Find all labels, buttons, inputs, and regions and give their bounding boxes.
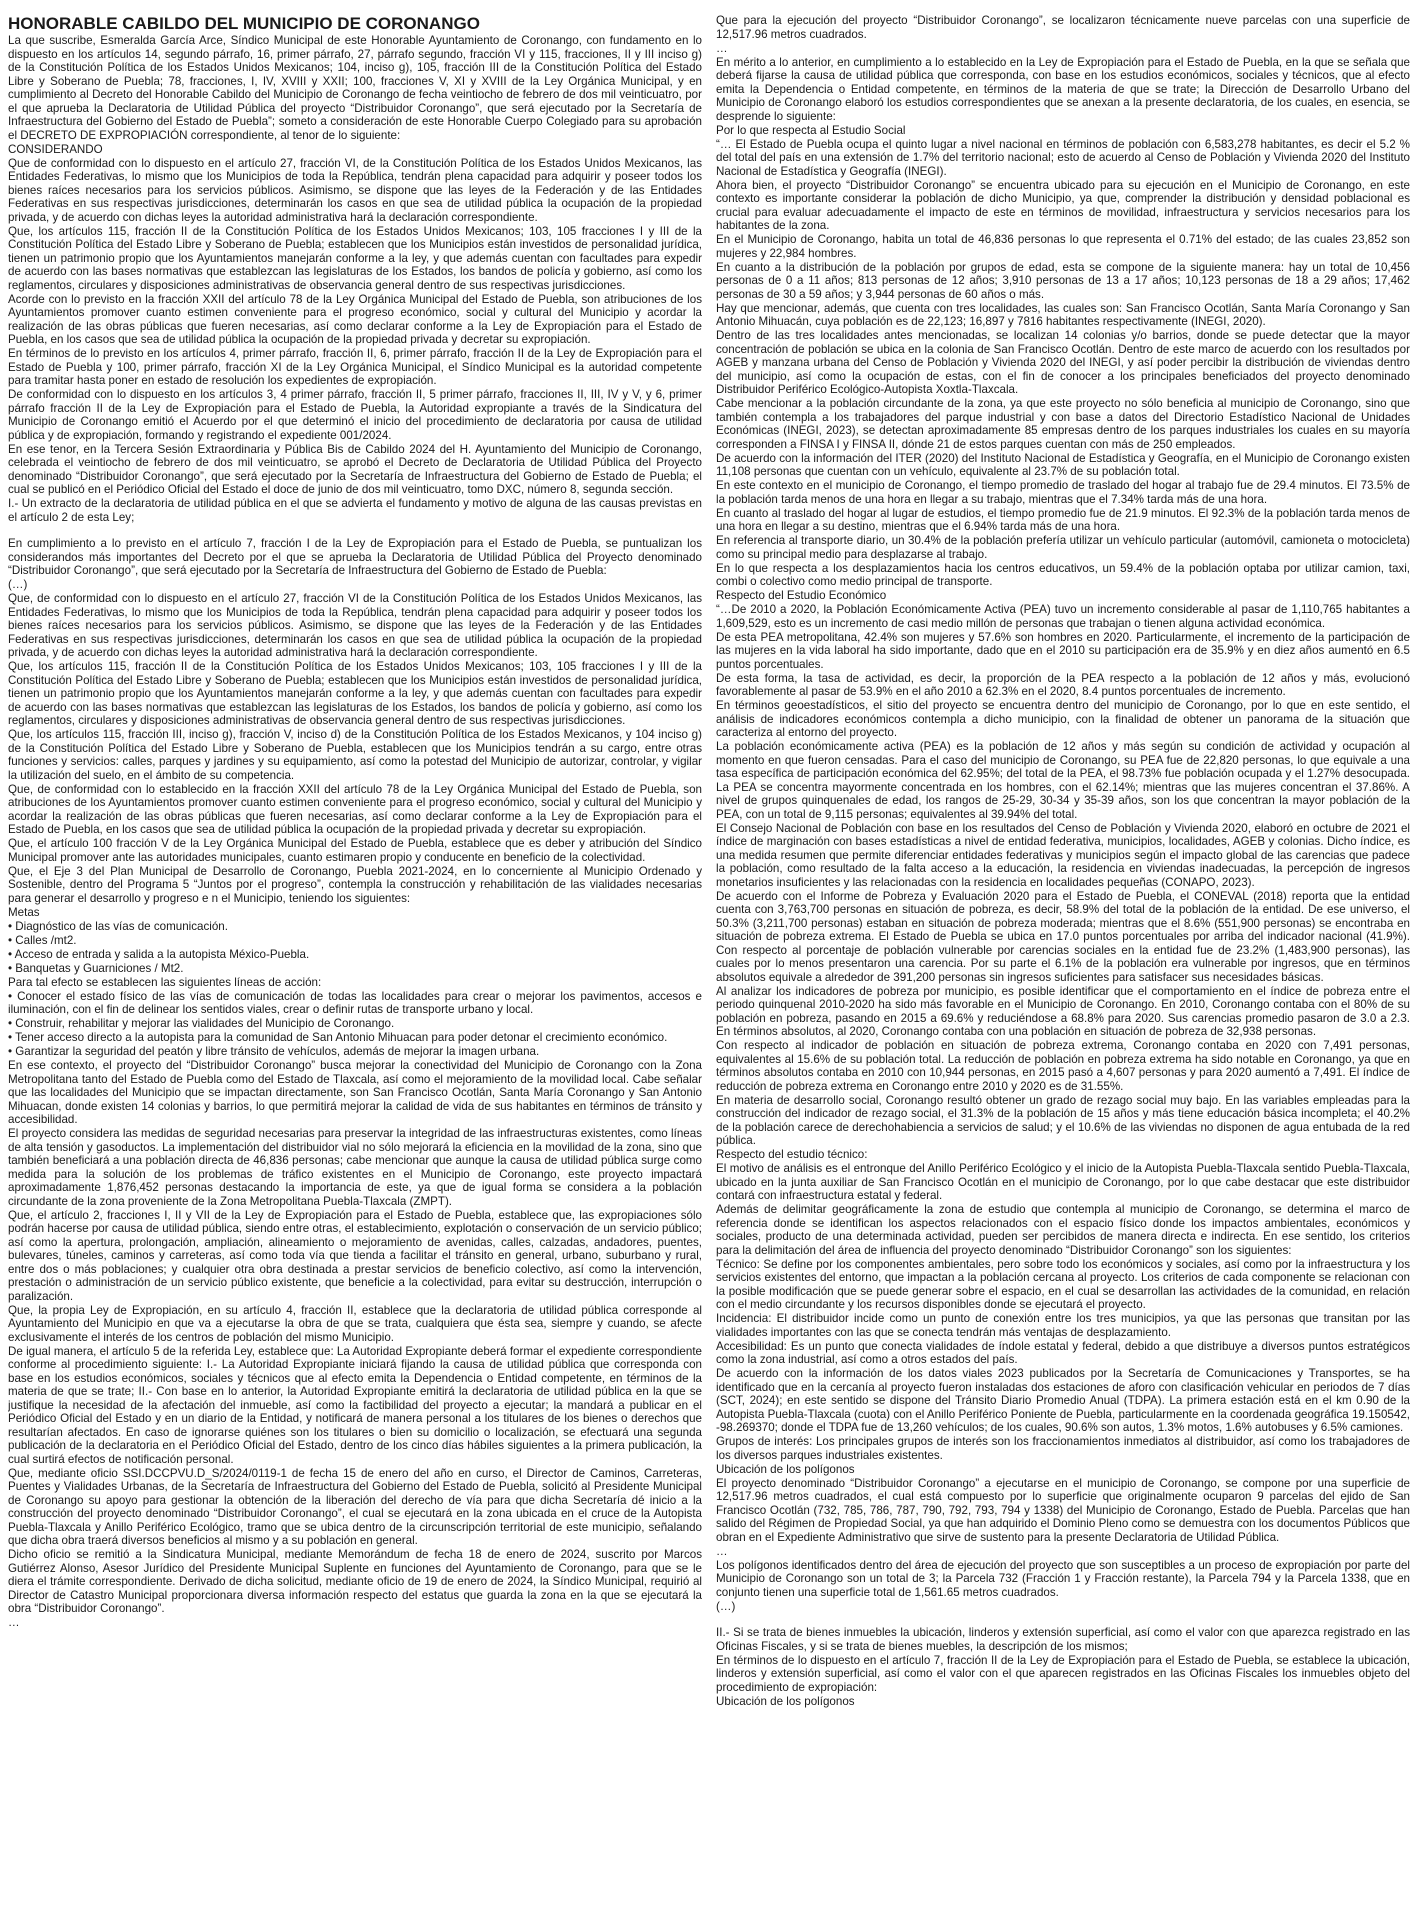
right-column [716,14,1410,1904]
paragraph: Grupos de interés: Los principales grupos de interés son los fraccionamientos inmediatos al distribuidor, así como los trabajadores de los diversos parques industriales existentes. [716,1435,1410,1462]
paragraph: II.- Si se trata de bienes inmuebles la ubicación, linderos y extensión superficial, así como el valor con que aparezca registrado en las Oficinas Fiscales, y si se trata de bienes muebles, la descripción de los mismos; [716,1626,1410,1653]
paragraph: I.- Un extracto de la declaratoria de utilidad pública en el que se advierta el fundamento y motivo de alguna de las causas previstas en el artículo 2 de esta Ley; [8,497,702,524]
paragraph: De acuerdo con el Informe de Pobreza y Evaluación 2020 para el Estado de Puebla, el CONEVAL (2018) reporta que la entidad cuenta con 3,763,700 personas en situación de pobreza, es decir, 58.9% del total de la población de la entidad. De ese universo, el 50.3% (3,211,700 personas) estaban en situación de pobreza moderada; mientras que el 8.6% (551,900 personas) se encontraba en situación de pobreza extrema. El Estado de Puebla se ubica en 17.0 puntos porcentuales por arriba del indicador nacional (41.9%). Con respecto al porcentaje de población vulnerable por carencias sociales en la entidad fue de 23.2% (1,483,900 personas), las cuales por lo menos presentaron una carencia. Por su parte el 6.1% de la población era vulnerable por ingresos, que en términos absolutos equivale a alrededor de 391,200 personas sin ingresos suficientes para satisfacer sus necesidades básicas. [716,889,1410,984]
paragraph: Que, el Eje 3 del Plan Municipal de Desarrollo de Coronango, Puebla 2021-2024, en lo concerniente al Municipio Ordenado y Sostenible, dentro del Programa 5 “Juntos por el progreso”, contempla la construcción y rehabilitación de las vialidades necesarias para generar el desarrollo y progreso e n el Municipio, teniendo los siguientes: [8,864,702,905]
paragraph: Ahora bien, el proyecto “Distribuidor Coronango” se encuentra ubicado para su ejecución en el Municipio de Coronango, en este contexto es importante considerar la población de dicho Municipio, ya que, comprender la distribución y densidad poblacional es crucial para evaluar adecuadamente el impacto de este en términos de movilidad, infraestructura y servicios necesarios para los habitantes de la zona. [716,178,1410,232]
paragraph: Acorde con lo previsto en la fracción XXII del artículo 78 de la Ley Orgánica Municipal del Estado de Puebla, son atribuciones de los Ayuntamientos promover cuanto estimen conveniente para el progreso económico, social y cultural del Municipio y acordar la realización de las obras públicas que fueren necesarias, así como declarar conforme a la Ley de Expropiación para el Estado de Puebla, en los casos que sea de utilidad pública la ocupación de la propiedad privada y decretar su expropiación. [8,292,702,346]
paragraph: En cuanto al traslado del hogar al lugar de estudios, el tiempo promedio fue de 21.9 minutos. El 92.3% de la población tarda menos de una hora en llegar a su destino, mientras que el 6.94% tarda más de una hora. [716,506,1410,533]
paragraph: En cumplimiento a lo previsto en el artículo 7, fracción I de la Ley de Expropiación para el Estado de Puebla, se puntualizan los considerandos más importantes del Decreto por el que se aprueba la Declaratoria de Utilidad Pública del Proyecto denominado “Distribuidor Coronango”, que será ejecutado por la Secretaría de Infraestructura del Gobierno de Estado de Puebla: [8,537,702,577]
list-line: • Garantizar la seguridad del peatón y libre tránsito de vehículos, además de mejorar la imagen urbana. [8,1045,540,1058]
paragraph: En mérito a lo anterior, en cumplimiento a lo establecido en la Ley de Expropiación para el Estado de Puebla, en la que se señala que deberá fijarse la causa de utilidad pública que corresponda, con base en los estudios económicos, sociales y técnicos, que al efecto emita la Dependencia o Entidad competente, en términos de la materia de que se trate; la Dirección de Desarrollo Urbano del Municipio de Coronango elaboró los estudios correspondientes que se anexan a la presente declaratoria, de los cuales, en esencia, se desprende lo siguiente: [716,55,1410,123]
paragraph: Que, el artículo 100 fracción V de la Ley Orgánica Municipal del Estado de Puebla, establece que es deber y atribución del Síndico Municipal promover ante las autoridades municipales, cuanto estimaren propio y conducente en beneficio de la colectividad. [8,837,702,864]
paragraph: La población económicamente activa (PEA) es la población de 12 años y más según su condición de actividad y ocupación al momento en que fueron censadas. Para el caso del municipio de Coronango, su PEA fue de 22,820 personas, lo que equivale a una tasa específica de participación económica del 62.95%; del total de la PEA, el 98.73% fue población ocupada y el 1.27% desocupada. La PEA se concentra mayormente concentrada en los hombres, con el 62.14%; mientras que las mujeres concentran el 37.86%. A nivel de grupos quinquenales de edad, los rangos de 25-29, 30-34 y 35-39 años, son los que concentran la mayor población de la PEA, con un total de 9,115 personas; equivalentes al 39.94% del total. [716,740,1410,821]
paragraph: Que, los artículos 115, fracción II de la Constitución Política de los Estados Unidos Mexicanos; 103, 105 fracciones I y III de la Constitución Política del Estado Libre y Soberano de Puebla; establecen que los Municipios están investidos de personalidad jurídica, tienen un patrimonio propio que los Ayuntamientos manejarán conforme a la ley, y que además cuentan con facultades para expedir de acuerdo con las bases normativas que establezcan las legislaturas de los Estados, los bandos de policía y gobierno, así como los reglamentos, circulares y disposiciones administrativas de observancia general dentro de sus respectivas jurisdicciones. [8,660,702,727]
paragraph: En cuanto a la distribución de la población por grupos de edad, esta se compone de la siguiente manera: hay un total de 10,456 personas de 0 a 11 años; 813 personas de 12 años; 3,910 personas de 13 a 17 años; 10,123 personas de 18 a 29 años; 17,462 personas de 30 a 59 años; y 3,944 personas de 60 años o más. [716,260,1410,301]
paragraph: El proyecto considera las medidas de seguridad necesarias para preservar la integridad de las infraestructuras existentes, como líneas de alta tensión y gasoductos. La implementación del distribuidor vial no sólo mejorará la eficiencia en la movilidad de la zona, sino que también beneficiará a una población directa de 46,836 personas; cabe mencionar que aunque la causa de utilidad pública surge como medida para la solución de los problemas de tráfico existentes en el Municipio de Coronango, este proyecto impactará aproximadamente 1,876,452 personas destacando la importancia de este, ya que de igual forma se considera a la población circundante de la zona proveniente de la Zona Metropolitana Puebla-Tlaxcala (ZMPT). [8,1127,702,1208]
list-line: Ubicación de los polígonos [716,1462,855,1476]
paragraph: Que, los artículos 115, fracción III, inciso g), fracción V, inciso d) de la Constitución Política de los Estados Mexicanos, y 104 inciso g) de la Constitución Política del Estado Libre y Soberano de Puebla, establecen que los Municipios tendrán a su cargo, entre otras funciones y servicios: calles, parques y jardines y su equipamiento, así como la potestad del Municipio de autorizar, controlar, y vigilar la utilización del suelo, en el ámbito de su competencia. [8,728,702,782]
paragraph: Que, de conformidad con lo establecido en la fracción XXII del artículo 78 de la Ley Orgánica Municipal del Estado de Puebla, son atribuciones de los Ayuntamientos promover cuanto estimen conveniente para el progreso económico, social y cultural del Municipio y acordar la realización de las obras públicas que fueren necesarias, así como declarar conforme a la Ley de Expropiación para el Estado de Puebla, en los casos que sea de utilidad pública la ocupación de la propiedad privada y decretar su expropiación. [8,782,702,836]
list-line: • Acceso de entrada y salida a la autopista México-Puebla. [8,947,310,961]
paragraph: Que, los artículos 115, fracción II de la Constitución Política de los Estados Unidos Mexicanos; 103, 105 fracciones I y III de la Constitución Política del Estado Libre y Soberano de Puebla; establecen que los Municipios están investidos de personalidad jurídica, tienen un patrimonio propio que los Ayuntamientos manejarán conforme a la ley, y que además cuentan con facultades para expedir de acuerdo con las bases normativas que establezcan las legislaturas de los Estados, los bandos de policía y gobierno, así como los reglamentos, circulares y disposiciones administrativas de observancia general dentro de sus respectivas jurisdicciones. [8,224,702,292]
paragraph: “…De 2010 a 2020, la Población Económicamente Activa (PEA) tuvo un incremento considerable al pasar de 1,110,765 habitantes a 1,609,529, esto es un incremento de casi medio millón de personas que trabajan o tienen alguna actividad económica. [716,603,1410,630]
paragraph: Que, mediante oficio SSI.DCCPVU.D_S/2024/0119-1 de fecha 15 de enero del año en curso, el Director de Caminos, Carreteras, Puentes y Vialidades Urbanas, de la Secretaría de Infraestructura del Gobierno del Estado de Puebla, solicitó al Presidente Municipal de Coronango su apoyo para gestionar la obtención de la liberación del derecho de vía para que dicha Secretaría dé inicio a la construcción del proyecto denominado “Distribuidor Coronango”, el cual se ejecutará en la zona ubicada en el cruce de la Autopista Puebla-Tlaxcala y Anillo Periférico Ecológico, tramo que se ubica dentro de la circunscripción territorial de este municipio, señalando que dicha obra traerá diversos beneficios al mismo y a su población en general. [8,1466,702,1547]
paragraph: Además de delimitar geográficamente la zona de estudio que contempla al municipio de Coronango, se determina el marco de referencia donde se identifican los aspectos relacionados con el espacio físico donde los impactos ambientales, económicos y sociales, producto de una determinada actividad, pueden ser percibidos de manera directa e indirecta. En ese sentido, los criterios para la delimitación del área de influencia del proyecto denominado “Distribuidor Coronango” son los siguientes: [716,1203,1410,1257]
paragraph: Dicho oficio se remitió a la Sindicatura Municipal, mediante Memorándum de fecha 18 de enero de 2024, suscrito por Marcos Gutiérrez Alonso, Asesor Jurídico del Presidente Municipal Suplente en funciones del Ayuntamiento de Coronango, para que se le diera el trámite correspondiente. Derivado de dicha solicitud, mediante oficio de 19 de enero de 2024, la Síndico Municipal, requirió al Director de Catastro Municipal proporcionara diversa información respecto del estatus que guarda la zona en la que se ejecutará la obra “Distribuidor Coronango”. [8,1548,702,1615]
paragraph: En lo que respecta a los desplazamientos hacia los centros educativos, un 59.4% de la población optaba por utilizar camion, taxi, combi o colectivo como medio principal de transporte. [716,561,1410,588]
paragraph: Cabe mencionar a la población circundante de la zona, ya que este proyecto no sólo beneficia al municipio de Coronango, sino que también contempla a los trabajadores del parque industrial y con base a datos del Directorio Estadístico Nacional de Unidades Económicas (INEGI, 2023), se detectan aproximadamente 85 empresas dentro de los parques industriales los cuales en su mayoría corresponden a FINSA I y FINSA II, dónde 21 de estos parques cuentan con más de 250 empleados. [716,397,1410,451]
paragraph: Los polígonos identificados dentro del área de ejecución del proyecto que son susceptibles a un proceso de expropiación por parte del Municipio de Coronango son un total de 3; la Parcela 732 (Fracción 1 y Fracción restante), la Parcela 794 y la Parcela 1338, que en conjunto tienen una superficie total de 1,561.65 metros cuadrados. [716,1558,1410,1599]
paragraph: • Tener acceso directo a la autopista para la comunidad de San Antonio Mihuacan para poder detonar el crecimiento económico. [8,1031,668,1044]
list-line: Respecto del estudio técnico: [716,1148,868,1161]
omission-marker: (…) [716,1599,736,1613]
omission-marker: … [716,1544,728,1558]
paragraph: De esta PEA metropolitana, 42.4% son mujeres y 57.6% son hombres en 2020. Particularmente, el incremento de la participación de las mujeres en la vida laboral ha sido importante, dado que en el 2010 su participación era de 35.9% y en diez años aumentó en 6.5 puntos porcentuales. [716,630,1410,671]
paragraph: Incidencia: El distribuidor incide como un punto de conexión entre los tres municipios, ya que las personas que transitan por las vialidades importantes con las que se conecta tendrán más ventajas de desplazamiento. [716,1312,1410,1339]
paragraph: En materia de desarrollo social, Coronango resultó obtener un grado de rezago social muy bajo. En las variables empleadas para la construcción del indicador de rezago social, el 31.3% de la población de 15 años y más tiene educación básica incompleta; el 40.2% de la población carece de derechohabiencia a servicios de salud; y el 10.6% de las viviendas no disponen de agua entubada de la red pública. [716,1093,1410,1147]
document-title: HONORABLE CABILDO DEL MUNICIPIO DE CORONANGO [8,14,480,33]
list-line: Respecto del Estudio Económico [716,589,887,602]
paragraph: De esta forma, la tasa de actividad, es decir, la proporción de la PEA respecto a la población de 12 años y más, evolucionó favorablemente al pasar de 53.9% en el año 2010 a 62.3% en el 2020, 8.4 puntos porcentuales de incremento. [716,671,1410,698]
list-line: • Calles /mt2. [8,933,77,947]
paragraph: En este contexto en el municipio de Coronango, el tiempo promedio de traslado del hogar al trabajo fue de 29.4 minutos. El 73.5% de la población tarda menos de una hora en llegar a su trabajo, mientras que el 7.34% tarda más de una hora. [716,479,1410,506]
paragraph: En el Municipio de Coronango, habita un total de 46,836 personas lo que representa el 0.71% del estado; de las cuales 23,852 son mujeres y 22,984 hombres. [716,233,1410,260]
paragraph: De acuerdo con la información de los datos viales 2023 publicados por la Secretaría de Comunicaciones y Transportes, se ha identificado que en la cercanía al proyecto fueron instaladas dos estaciones de aforo con clasificación vehicular en periodos de 7 días (SCT, 2024); en este sentido se dispone del Tránsito Diario Promedio Anual (TDPA). La primera estación está en el km 0.90 de la Autopista Puebla-Tlaxcala (cuota) con el Anillo Periférico Poniente de Puebla, particularmente en la coordenada geográfica 19.150542, -98.269370; donde el TDPA fue de 13,260 vehículos; de los cuales, 90.6% son autos, 1.3% motos, 1.6% autobuses y 6.5% camiones. [716,1367,1410,1434]
omission-marker: … [8,1616,20,1629]
paragraph: El motivo de análisis es el entronque del Anillo Periférico Ecológico y el inicio de la Autopista Puebla-Tlaxcala sentido Puebla-Tlaxcala, ubicado en la junta auxiliar de San Francisco Ocotlán en el municipio de Coronango, por lo que cabe destacar que este distribuidor contará con infraestructura estatal y federal. [716,1162,1410,1202]
paragraph: En términos de lo previsto en los artículos 4, primer párrafo, fracción II, 6, primer párrafo, fracción II de la Ley de Expropiación para el Estado de Puebla y 100, primer párrafo, fracción XI de la Ley Orgánica Municipal, el Síndico Municipal es la autoridad competente para tramitar hasta poner en estado de resolución los expedientes de expropiación. [8,347,702,387]
paragraph: Que, la propia Ley de Expropiación, en su artículo 4, fracción II, establece que la declaratoria de utilidad pública corresponde al Ayuntamiento del Municipio en que va a ejecutarse la obra de que se trata, cualquiera que ésta sea, siempre y cuando, se afecte exclusivamente el interés de los centros de población del mismo Municipio. [8,1303,702,1344]
list-line: • Construir, rehabilitar y mejorar las vialidades del Municipio de Coronango. [8,1017,395,1030]
omission-marker: (…) [8,578,28,591]
paragraph: De conformidad con lo dispuesto en los artículos 3, 4 primer párrafo, fracción II, 5 primer párrafo, fracciones II, III, IV y V, y 6, primer párrafo fracción II de la Ley de Expropiación para el Estado de Puebla, la Autoridad expropiante a través de la Sindicatura del Municipio de Coronango emitió el Acuerdo por el que determinó el inicio del procedimiento de declaratoria por causa de utilidad pública y de expropiación, formando y registrando el expediente 001/2024. [8,388,702,442]
paragraph: Hay que mencionar, además, que cuenta con tres localidades, las cuales son: San Francisco Ocotlán, Santa María Coronango y San Antonio Mihuacán, cuya población es de 22,123; 16,897 y 7816 habitantes respectivamente (INEGI, 2020). [716,301,1410,328]
omission-marker: … [716,41,728,55]
paragraph: Que, el artículo 2, fracciones I, II y VII de la Ley de Expropiación para el Estado de Puebla, establece que, las expropiaciones sólo podrán hacerse por causa de utilidad pública, siendo entre otras, el establecimiento, explotación o conservación de un servicio público; así como la apertura, prolongación, ampliación, alineamiento o mejoramiento de avenidas, calles, calzadas, andadores, puentes, bulevares, túneles, caminos y carreteras, así como toda vía que tienda a facilitar el tránsito en general, urbano, suburbano y rural, entre dos o más poblaciones; y cualquier otra obra destinada a prestar servicios de beneficio colectivo, así como la intervención, prestación o administración de un servicio público existente, que beneficie a la colectividad, para evitar su destrucción, interrupción o paralización. [8,1208,702,1303]
paragraph: En referencia al transporte diario, un 30.4% de la población prefería utilizar un vehículo particular (automóvil, camioneta o motocicleta) como su principal medio para desplazarse al trabajo. [716,534,1410,561]
paragraph: Técnico: Se define por los componentes ambientales, pero sobre todo los económicos y sociales, así como por la infraestructura y los servicios existentes del entorno, que impactan a la población cercana al proyecto. Los criterios de cada componente se relacionan con la posible modificación que se puede generar sobre el espacio, en el cual se desarrollan las actividades de la comunidad, en relación con el medio circundante y los recursos disponibles donde se ejecutará el proyecto. [716,1257,1410,1311]
paragraph: Dentro de las tres localidades antes mencionadas, se localizan 14 colonias y/o barrios, donde se puede detectar que la mayor concentración de población se ubica en la colonia de San Francisco Ocotlán. Dentro de este marco de acuerdo con los resultados por AGEB y manzana urbana del Censo de Población y Vivienda 2020 del INEGI, y así poder percibir la distribución de viviendas dentro del municipio, así como la ocupación de estas, con el fin de conocer a los principales beneficiados del proyecto denominado Distribuidor Periférico Ecológico-Autopista Xoxtla-Tlaxcala. [716,329,1410,396]
list-line: Ubicación de los polígonos [716,1694,855,1708]
paragraph: En ese tenor, en la Tercera Sesión Extraordinaria y Pública Bis de Cabildo 2024 del H. Ayuntamiento del Municipio de Coronango, celebrada el veintiocho de febrero de dos mil veinticuatro, se aprobó el Decreto de Declaratoria de Utilidad Pública del Proyecto denominado “Distribuidor Coronango”, que será ejecutado por la Secretaría de Infraestructura del Gobierno de Estado de Puebla; el cual se publicó en el Periódico Oficial del Estado el doce de junio de dos mil veinticuatro, tomo DXC, número 8, segunda sección. [8,442,702,496]
paragraph: “… El Estado de Puebla ocupa el quinto lugar a nivel nacional en términos de población con 6,583,278 habitantes, es decir el 5.2 % del total del país en una extensión de 1.7% del territorio nacional; esto de acuerdo al Censo de Población y Vivienda 2020 del Instituto Nacional de Estadística y Geografía (INEGI). [716,137,1410,178]
paragraph: De acuerdo con la información del ITER (2020) del Instituto Nacional de Estadística y Geografía, en el Municipio de Coronango existen 11,108 personas que cuentan con un vehículo, equivalente al 23.7% de su población total. [716,451,1410,478]
paragraph: Al analizar los indicadores de pobreza por municipio, es posible identificar que el comportamiento en el índice de pobreza entre el periodo quinquenal 2010-2020 ha sido más favorable en el Municipio de Coronango. En 2010, Coronango contaba con el 80% de su población en pobreza, pasando en 2015 a 69.6% y reduciéndose a 68.8% para 2020. Sus carencias promedio pasaron de 3.0 a 2.3. En términos absolutos, al 2020, Coronango contaba con una población en situación de pobreza de 32,938 personas. [716,984,1410,1038]
list-line: Metas [8,905,40,919]
paragraph: En ese contexto, el proyecto del “Distribuidor Coronango” busca mejorar la conectividad del Municipio de Coronango con la Zona Metropolitana tanto del Estado de Puebla como del Estado de Tlaxcala, así como el mejoramiento de la movilidad local. Cabe señalar que las localidades del Municipio que se impactan directamente, son San Francisco Ocotlán, Santa María Coronango y San Antonio Mihuacan, donde existen 14 colonias y barrios, lo que permitirá mejorar la calidad de vida de sus habitantes en términos de tránsito y accesibilidad. [8,1059,702,1126]
paragraph: En términos geoestadísticos, el sitio del proyecto se encuentra dentro del municipio de Coronango, por lo que en este sentido, el análisis de indicadores económicos contempla a dicho municipio, con la finalidad de obtener un panorama de la situación que caracteriza al entorno del proyecto. [716,699,1410,739]
paragraph: Accesibilidad: Es un punto que conecta vialidades de índole estatal y federal, debido a que distribuye a diversos puntos estratégicos como la zona industrial, así como a otros estados del país. [716,1339,1410,1366]
paragraph: En términos de lo dispuesto en el artículo 7, fracción II de la Ley de Expropiación para el Estado de Puebla, se establece la ubicación, linderos y extensión superficial, así como el valor con el que aparecen registrados en las Oficinas Fiscales los inmuebles objeto del procedimiento de expropiación: [716,1653,1410,1694]
section-heading: CONSIDERANDO [8,142,103,156]
paragraph: De igual manera, el artículo 5 de la referida Ley, establece que: La Autoridad Expropiante deberá formar el expediente correspondiente conforme al procedimiento siguiente: I.- La Autoridad Expropiante iniciará fijando la causa de utilidad pública que corresponda con base en los estudios económicos, sociales y técnicos que al efecto emita la Dependencia o Entidad competente, en términos de la materia de que se trate; II.- Con base en lo anterior, la Autoridad Expropiante emitirá la declaratoria de utilidad pública en la que se justifique la necesidad de la afectación del inmueble, así como la factibilidad del proyecto a ejecutar; la mandará a publicar en el Periódico Oficial del Estado y en un diario de la Entidad, y notificará de manera personal a los titulares de los bienes o derechos que resultarían afectados. En caso de ignorarse quiénes son los titulares o bien su domicilio o localización, se efectuará una segunda publicación de la declaratoria en el Periódico Oficial del Estado, dentro de los cinco días hábiles siguientes a la primera publicación, la cual surtirá efectos de notificación personal. [8,1344,702,1466]
paragraph: La que suscribe, Esmeralda García Arce, Síndico Municipal de este Honorable Ayuntamiento de Coronango, con fundamento en lo dispuesto en los artículos 14, segundo párrafo, 16, primer párrafo, 27, párrafo segundo, fracción VI y 115, fracciones, II y III inciso g) de la Constitución Política de los Estados Unidos Mexicanos; 104, inciso g), 105, fracción III de la Constitución Política del Estado Libre y Soberano de Puebla; 78, fracciones, I, IV, XVIII y XXII; 100, fracciones V, XI y XVIII de la Ley Orgánica Municipal, y en cumplimiento al Decreto del Honorable Cabildo del Municipio de Coronango de fecha veintiocho de febrero de dos mil veinticuatro, por el que aprueba la Declaratoria de Utilidad Pública del proyecto “Distribuidor Coronango”, que será ejecutado por la Secretaría de Infraestructura del Gobierno del Estado de Puebla”; someto a consideración de este Honorable Cuerpo Colegiado para su aprobación el DECRETO DE EXPROPIACIÓN correspondiente, al tenor de lo siguiente: [8,34,702,142]
list-line: • Banquetas y Guarniciones / Mt2. [8,961,184,975]
paragraph: El proyecto denominado “Distribuidor Coronango” a ejecutarse en el municipio de Coronango, se compone por una superficie de 12,517.96 metros cuadrados, el cual está compuesto por lo superficie que originalmente ocuparon 9 parcelas del ejido de San Francisco Ocotlán (732, 785, 786, 787, 790, 792, 793, 794 y 1338) del Municipio de Coronango, Estado de Puebla. Parcelas que han salido del Régimen de Propiedad Social, ya que han adquirido el Dominio Pleno como se demuestra con los documentos Públicos que obran en el Expediente Administrativo que sirve de sustento para la presente Declaratoria de Utilidad Pública. [716,1476,1410,1544]
paragraph: Que para la ejecución del proyecto “Distribuidor Coronango”, se localizaron técnicamente nueve parcelas con una superficie de 12,517.96 metros cuadrados. [716,14,1410,41]
paragraph: Que, de conformidad con lo dispuesto en el artículo 27, fracción VI de la Constitución Política de los Estados Unidos Mexicanos, las Entidades Federativas, lo mismo que los Municipios de toda la República, tendrán plena capacidad para adquirir y poseer todos los bienes raíces necesarios para los servicios públicos. Asimismo, se dispone que las leyes de la Federación y de las Entidades Federativas en sus respectivas jurisdicciones, determinarán los casos en que sea de utilidad pública la ocupación de la propiedad privada, y de acuerdo con dichas leyes la autoridad administrativa hará la declaración correspondiente. [8,592,702,659]
left-column [8,14,702,1904]
paragraph: El Consejo Nacional de Población con base en los resultados del Censo de Población y Vivienda 2020, elaboró en octubre de 2021 el índice de marginación con bases estadísticas a nivel de entidad federativa, municipios, localidades, AGEB y colonias. Dicho índice, es una medida resumen que permite diferenciar entidades federativas y municipios según el impacto global de las carencias que padece la población, como resultado de la falta acceso a la educación, la residencia en viviendas inadecuadas, la percepción de ingresos monetarios insuficientes y las relacionadas con la residencia en localidades pequeñas (CONAPO, 2023). [716,821,1410,889]
paragraph: Con respecto al indicador de población en situación de pobreza extrema, Coronango contaba en 2020 con 7,491 personas, equivalentes al 15.6% de su población total. La reducción de población en pobreza extrema ha sido notable en Coronango, ya que en términos absolutos contaba en 2010 con 10,944 personas, en 2015 pasó a 4,607 personas y para 2020 aumentó a 7,491. El índice de reducción de pobreza extrema en Coronango entre 2010 y 2020 es de 31.55%. [716,1039,1410,1093]
list-line: Por lo que respecta al Estudio Social [716,123,906,137]
paragraph: • Conocer el estado físico de las vías de comunicación de todas las localidades para crear o mejorar los pavimentos, accesos e iluminación, con el fin de delinear los sentidos viales, crear o definir rutas de transporte urbano y local. [8,989,702,1016]
paragraph: Que de conformidad con lo dispuesto en el artículo 27, fracción VI, de la Constitución Política de los Estados Unidos Mexicanos, las Entidades Federativas, lo mismo que los Municipios de toda la República, tendrán plena capacidad para adquirir y poseer todos los bienes raíces necesarios para los servicios públicos. Asimismo, se dispone que las leyes de la Federación y de las Entidades Federativas en sus respectivas jurisdicciones, determinarán los casos en que sea de utilidad pública la ocupación de la propiedad privada, y de acuerdo con dichas leyes la autoridad administrativa hará la declaración correspondiente. [8,156,702,224]
list-line: • Diagnóstico de las vías de comunicación. [8,919,228,933]
list-line: Para tal efecto se establecen las siguientes líneas de acción: [8,975,322,989]
